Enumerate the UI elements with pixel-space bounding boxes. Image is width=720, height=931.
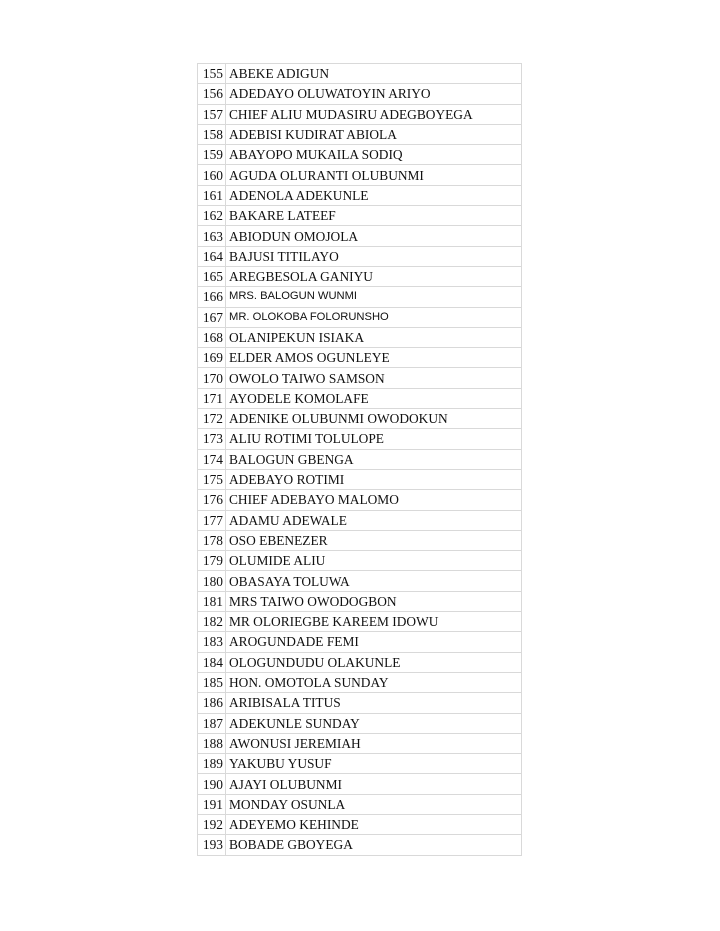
name-cell: OSO EBENEZER [226,530,522,550]
table-row [198,733,522,753]
row-number-cell: 158 [198,124,226,144]
name-cell: ADENOLA ADEKUNLE [226,185,522,205]
table-row [198,327,522,347]
name-cell: ADEBISI KUDIRAT ABIOLA [226,124,522,144]
table-row [198,145,522,165]
name-cell: CHIEF ALIU MUDASIRU ADEGBOYEGA [226,104,522,124]
row-number-cell: 167 [198,307,226,327]
name-cell: AJAYI OLUBUNMI [226,774,522,794]
table-row [198,449,522,469]
table-row [198,672,522,692]
table-row [198,64,522,84]
name-cell: MONDAY OSUNLA [226,794,522,814]
table-row [198,206,522,226]
row-number-cell: 161 [198,185,226,205]
row-number-cell: 193 [198,835,226,855]
row-number-cell: 173 [198,429,226,449]
table-row [198,307,522,327]
table-row [198,835,522,855]
table-row [198,814,522,834]
name-cell: BALOGUN GBENGA [226,449,522,469]
row-number-cell: 159 [198,145,226,165]
row-number-cell: 189 [198,754,226,774]
name-cell: OLOGUNDUDU OLAKUNLE [226,652,522,672]
row-number-cell: 178 [198,530,226,550]
row-number-cell: 155 [198,64,226,84]
table-row [198,469,522,489]
name-cell: OLUMIDE ALIU [226,551,522,571]
row-number-cell: 176 [198,490,226,510]
row-number-cell: 190 [198,774,226,794]
name-cell: BAJUSI TITILAYO [226,246,522,266]
name-cell: ADEKUNLE SUNDAY [226,713,522,733]
table-row [198,104,522,124]
row-number-cell: 186 [198,693,226,713]
table-row [198,368,522,388]
table-row [198,652,522,672]
row-number-cell: 191 [198,794,226,814]
row-number-cell: 188 [198,733,226,753]
name-cell: AGUDA OLURANTI OLUBUNMI [226,165,522,185]
row-number-cell: 174 [198,449,226,469]
table-row [198,388,522,408]
name-cell: OLANIPEKUN ISIAKA [226,327,522,347]
row-number-cell: 160 [198,165,226,185]
name-cell: OWOLO TAIWO SAMSON [226,368,522,388]
table-row [198,429,522,449]
row-number-cell: 162 [198,206,226,226]
name-cell: CHIEF ADEBAYO MALOMO [226,490,522,510]
name-cell: ADENIKE OLUBUNMI OWODOKUN [226,409,522,429]
row-number-cell: 165 [198,266,226,286]
name-cell: OBASAYA TOLUWA [226,571,522,591]
name-cell: AROGUNDADE FEMI [226,632,522,652]
name-cell: AREGBESOLA GANIYU [226,266,522,286]
name-cell: ABAYOPO MUKAILA SODIQ [226,145,522,165]
table-row [198,84,522,104]
table-row [198,713,522,733]
name-cell: ADEDAYO OLUWATOYIN ARIYO [226,84,522,104]
table-row [198,266,522,286]
name-cell: MRS. BALOGUN WUNMI [226,287,522,307]
table-row [198,124,522,144]
table-row [198,185,522,205]
table-row [198,409,522,429]
name-cell: ABIODUN OMOJOLA [226,226,522,246]
table-row [198,612,522,632]
row-number-cell: 180 [198,571,226,591]
table-row [198,510,522,530]
name-cell: HON. OMOTOLA SUNDAY [226,672,522,692]
name-list-table [197,63,522,856]
table-row [198,348,522,368]
table-row [198,591,522,611]
row-number-cell: 182 [198,612,226,632]
row-number-cell: 177 [198,510,226,530]
name-cell: ARIBISALA TITUS [226,693,522,713]
table-row [198,794,522,814]
table-row [198,632,522,652]
name-cell: ABEKE ADIGUN [226,64,522,84]
row-number-cell: 187 [198,713,226,733]
name-cell: BOBADE GBOYEGA [226,835,522,855]
row-number-cell: 164 [198,246,226,266]
table-row [198,287,522,307]
table-row [198,165,522,185]
name-cell: MR OLORIEGBE KAREEM IDOWU [226,612,522,632]
name-cell: ADEYEMO KEHINDE [226,814,522,834]
row-number-cell: 192 [198,814,226,834]
row-number-cell: 170 [198,368,226,388]
row-number-cell: 175 [198,469,226,489]
row-number-cell: 185 [198,672,226,692]
name-cell: MR. OLOKOBA FOLORUNSHO [226,307,522,327]
table-row [198,530,522,550]
row-number-cell: 183 [198,632,226,652]
table-row [198,693,522,713]
row-number-cell: 163 [198,226,226,246]
name-cell: ELDER AMOS OGUNLEYE [226,348,522,368]
row-number-cell: 166 [198,287,226,307]
table-row [198,571,522,591]
table-row [198,551,522,571]
name-cell: ADEBAYO ROTIMI [226,469,522,489]
row-number-cell: 171 [198,388,226,408]
name-cell: MRS TAIWO OWODOGBON [226,591,522,611]
row-number-cell: 157 [198,104,226,124]
name-list-body [198,64,522,856]
row-number-cell: 184 [198,652,226,672]
name-cell: AYODELE KOMOLAFE [226,388,522,408]
row-number-cell: 179 [198,551,226,571]
name-cell: YAKUBU YUSUF [226,754,522,774]
row-number-cell: 172 [198,409,226,429]
name-cell: ADAMU ADEWALE [226,510,522,530]
table-row [198,490,522,510]
table-row [198,226,522,246]
row-number-cell: 156 [198,84,226,104]
table-row [198,246,522,266]
name-cell: ALIU ROTIMI TOLULOPE [226,429,522,449]
table-row [198,754,522,774]
row-number-cell: 181 [198,591,226,611]
name-cell: BAKARE LATEEF [226,206,522,226]
name-cell: AWONUSI JEREMIAH [226,733,522,753]
row-number-cell: 169 [198,348,226,368]
table-row [198,774,522,794]
row-number-cell: 168 [198,327,226,347]
